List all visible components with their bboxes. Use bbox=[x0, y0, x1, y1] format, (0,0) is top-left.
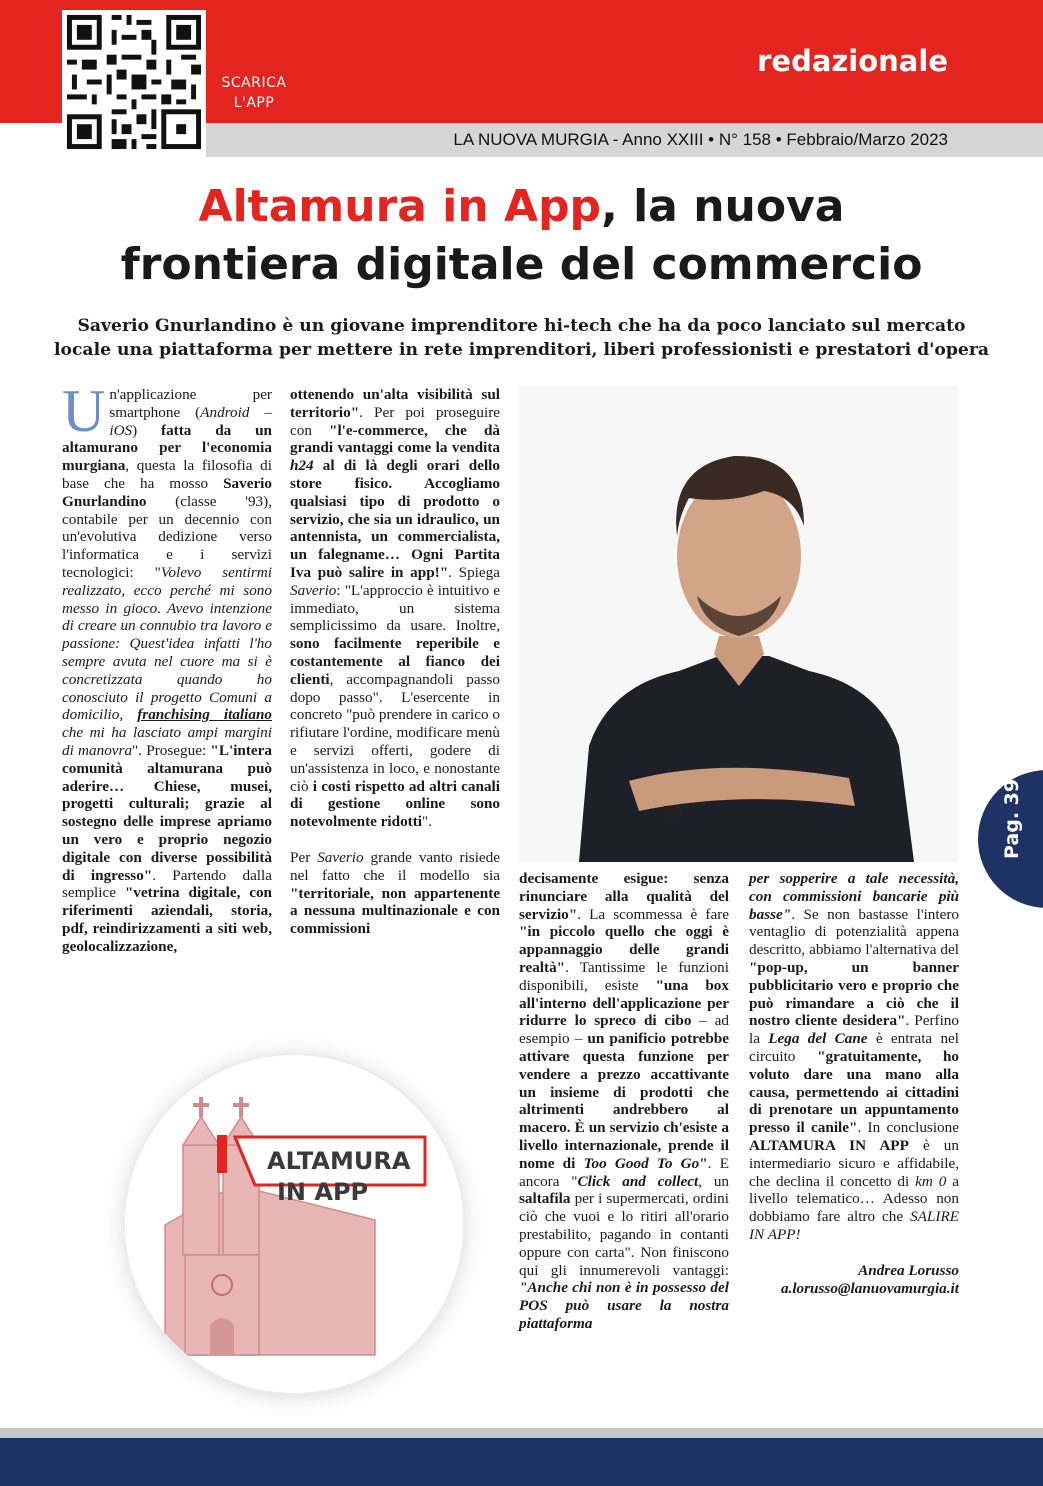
issue-info: LA NUOVA MURGIA - Anno XXIII • N° 158 • Febbraio/Marzo 2023 bbox=[453, 130, 948, 149]
article-column-1: Un'applicazione per smartphone (Android – iOS) fatta da un altamurano per l'economia murgiana, questa la filosofia di base che ha mosso Saverio Gnurlandino (classe '93), contabile per un decennio con un'evolutiva dedizione verso l'informatica e i servizi tecnologici: "Volevo sentirmi realizzato, ecco perché mi sono messo in gioco. Avevo intenzione di creare un connubio tra lavoro e passione: Quest'idea infatti l'ho sempre avuta nel cuore ma si è concretizzata quando ho conosciuto il progetto Comuni a domicilio, franchising italiano che mi ha lasciato ampi margini di manovra". Prosegue: "L'intera comunità altamurana può aderire… Chiese, musei, progetti culturali; grazie al sostegno delle imprese apriamo un vero e proprio negozio digitale con diverse possibilità di ingresso". Partendo dalla semplice "vetrina digitale, con riferimenti aziendali, storia, pdf, reindirizzamenti a siti web, geolocalizzazione, bbox=[62, 378, 273, 955]
qr-code-icon[interactable] bbox=[62, 10, 206, 154]
title-rest: , la nuova bbox=[601, 181, 845, 232]
logo-text-in-app: IN APP bbox=[277, 1178, 369, 1206]
app-logo bbox=[125, 1055, 463, 1393]
download-app-line2: L'APP bbox=[233, 95, 275, 111]
author-photo bbox=[519, 386, 959, 862]
article-subtitle bbox=[40, 314, 1003, 362]
page-number bbox=[993, 821, 1033, 859]
footer-strip bbox=[0, 1428, 1043, 1438]
article-column-4: per sopperire a tale necessità, con commissioni bancarie più basse". Se non bastasse l'intero ventaglio di potenzialità appena descritto, abbiamo l'alternativa del "pop-up, un banner pubblicitario vero e proprio che può rimandare a ciò che il nostro cliente desidera". Perfino la Lega del Cane è entrata nel circuito "gratuitamente, ho voluto dare una mano alla causa, permettendo ai cittadini di prenotare un appuntamento presso il canile". In conclusione ALTAMURA IN APP è un intermediario sicuro e affidabile, che declina il concetto di km 0 a livello telematico… Adesso non dobbiamo fare altro che SALIRE IN APP! Andrea Lorusso a.lorusso@lanuovamurgia.it bbox=[749, 870, 960, 1297]
subtitle-line2: locale una piattaforma per mettere in rete imprenditori, liberi professionisti e prestatori d'opera bbox=[53, 340, 990, 360]
download-app-line1: SCARICA bbox=[221, 75, 287, 91]
footer-bar bbox=[0, 1438, 1043, 1486]
title-highlight: Altamura in App bbox=[198, 181, 602, 232]
logo-text-altamura: ALTAMURA bbox=[267, 1147, 411, 1175]
article-column-3: decisamente esigue: senza rinunciare alla qualità del servizio". La scommessa è fare "in piccolo quello che oggi è appannaggio delle grandi realtà". Tantissime le funzioni disponibili, esiste "una box all'interno dell'applicazione per ridurre lo spreco di cibo – ad esempio – un panificio potrebbe attivare questa funzione per vendere a prezzo accattivante un insieme di prodotti che altrimenti andrebbero al macero. È un servizio ch'esiste a livello internazionale, prende il nome di Too Good To Go". E ancora "Click and collect, un saltafila per i supermercati, ordini ciò che vuoi e lo ritiri all'orario prestabilito, pagando in contanti oppure con carta". Non finiscono qui gli innumerevoli vantaggi: "Anche chi non è in possesso del POS può usare la nostra piattaforma bbox=[519, 870, 730, 1332]
article-column-2: ottenendo un'alta visibilità sul territorio". Per poi proseguire con "l'e-commerce, che dà grandi vantaggi come la vendita h24 al di là degli orari dello store fisico. Accogliamo qualsiasi tipo di prodotto o servizio, che sia un idraulico, un antennista, un commercialista, un falegname… Ogni Partita Iva può salire in app!". Spiega Saverio: "L'approccio è intuitivo e immediato, un sistema semplicissimo da usare. Inoltre, sono facilmente reperibile e costantemente al fianco dei clienti, accompagnandoli passo dopo passo". L'esercente in concreto "può prendere in carico o rifiutare l'ordine, modificare menù e servizi offerti, godere di un'assistenza in loco, e nonostante ciò i costi rispetto ad altri canali di gestione online sono notevolmente ridotti". Per Saverio grande vanto risiede nel fatto che il modello sia "territoriale, non appartenente a nessuna multinazionale e con commissioni bbox=[290, 386, 501, 938]
title-line2: frontiera digitale del commercio bbox=[120, 239, 923, 290]
cathedral-icon bbox=[125, 1055, 463, 1393]
drop-cap: U bbox=[62, 378, 106, 444]
section-label: redazionale bbox=[757, 44, 948, 78]
subtitle-line1: Saverio Gnurlandino è un giovane imprenditore hi-tech che ha da poco lanciato sul mercato bbox=[77, 316, 966, 336]
download-app-label bbox=[214, 73, 294, 113]
article-title bbox=[40, 178, 1003, 294]
